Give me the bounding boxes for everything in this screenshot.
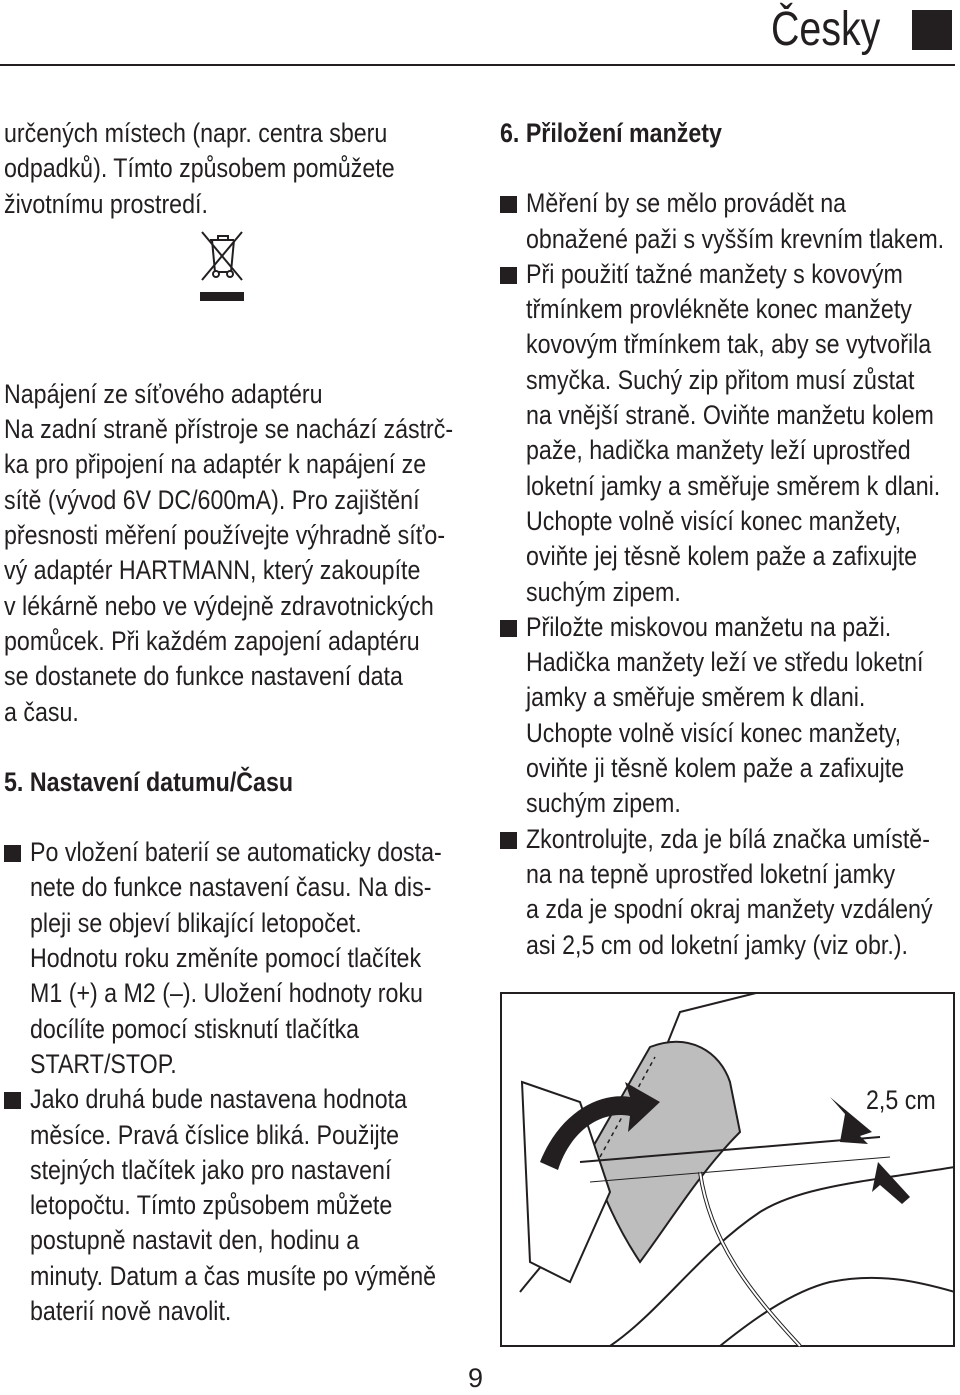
adapter-paragraph bbox=[4, 412, 464, 730]
text-line: suchým zipem. bbox=[526, 576, 681, 607]
text-line: kovovým třmínkem tak, aby se vytvořila bbox=[526, 329, 932, 360]
text-line: Měření by se mělo provádět na bbox=[526, 188, 847, 219]
text-line: na na tepně uprostřed loketní jamky bbox=[526, 858, 896, 889]
text-line: baterií nově navolit. bbox=[30, 1296, 232, 1327]
bullet-item bbox=[4, 835, 464, 1082]
text-line: Hodnotu roku změníte pomocí tlačítek bbox=[30, 943, 422, 974]
text-line: stejných tlačítek jako pro nastavení bbox=[30, 1154, 392, 1185]
section-6-heading: 6. Přiložení manžety bbox=[500, 118, 722, 148]
text-line: vý adaptér HARTMANN, který zakoupíte bbox=[4, 555, 421, 586]
text-line: postupně nastavit den, hodinu a bbox=[30, 1225, 360, 1256]
text-line: se dostanete do funkce nastavení data bbox=[4, 661, 403, 692]
bullet-item bbox=[4, 1082, 464, 1329]
bullet-item bbox=[500, 610, 955, 822]
text-line: Jako druhá bude nastavena hodnota bbox=[30, 1084, 407, 1115]
text-line: smyčka. Suchý zip přitom musí zůstat bbox=[526, 364, 915, 395]
bullet-square-icon bbox=[500, 267, 517, 284]
text-line: třmínkem provlékněte konec manžety bbox=[526, 294, 912, 325]
text-line: docílíte pomocí stisknutí tlačítka bbox=[30, 1013, 360, 1044]
text-line: a zda je spodní okraj manžety vzdálený bbox=[526, 894, 933, 925]
text-line: minuty. Datum a čas musíte po výměně bbox=[30, 1260, 437, 1291]
text-line: na vnější straně. Oviňte manžetu kolem bbox=[526, 400, 934, 431]
text-line: START/STOP. bbox=[30, 1048, 177, 1079]
text-line: životnímu prostredí. bbox=[4, 188, 208, 219]
text-line: měsíce. Pravá číslice bliká. Použijte bbox=[30, 1119, 400, 1150]
text-line: a času. bbox=[4, 696, 79, 727]
bullet-square-icon bbox=[500, 196, 517, 213]
cuff-placement-illustration bbox=[500, 992, 955, 1347]
right-column bbox=[500, 116, 955, 963]
bullet-item bbox=[500, 186, 955, 257]
page-language-title: Česky bbox=[770, 3, 880, 56]
text-line: letopočtu. Tímto způsobem můžete bbox=[30, 1190, 393, 1221]
text-line: pomůcek. Při každém zapojení adaptéru bbox=[4, 625, 420, 656]
text-line: Uchopte volně visící konec manžety, bbox=[526, 717, 902, 748]
text-line: nete do funkce nastavení času. Na dis- bbox=[30, 872, 432, 903]
bullet-item bbox=[500, 257, 955, 610]
section-5-heading: 5. Nastavení datumu/Času bbox=[4, 766, 294, 797]
text-line: Po vložení baterií se automaticky dosta- bbox=[30, 837, 442, 868]
text-line: loketní jamky a směřuje směrem k dlani. bbox=[526, 470, 941, 501]
text-line: odpadků). Tímto způsobem pomůžete bbox=[4, 153, 395, 184]
text-line: Při použití tažné manžety s kovovým bbox=[526, 258, 903, 289]
text-line: oviňte jej těsně kolem paže a zafixujte bbox=[526, 541, 918, 572]
text-line: určených místech (napr. centra sberu bbox=[4, 118, 388, 148]
text-line: jamky a směřuje směrem k dlani. bbox=[526, 682, 866, 713]
bullet-item bbox=[500, 822, 955, 963]
crossed-out-wheelie-bin-icon bbox=[198, 228, 246, 302]
bullet-square-icon bbox=[500, 620, 517, 637]
text-line: paže, hadička manžety leží uprostřed bbox=[526, 435, 911, 466]
bullet-square-icon bbox=[4, 1092, 21, 1109]
distance-label: 2,5 cm bbox=[866, 1085, 936, 1115]
text-line: ka pro připojení na adaptér k napájení ze bbox=[4, 449, 427, 480]
bullet-square-icon bbox=[500, 832, 517, 849]
text-line: Na zadní straně přístroje se nachází zástrč- bbox=[4, 414, 454, 445]
text-line: pleji se objeví blikající letopočet. bbox=[30, 907, 362, 938]
text-line: přesnosti měření používejte výhradně síťo- bbox=[4, 520, 446, 551]
text-line: M1 (+) a M2 (–). Uložení hodnoty roku bbox=[30, 978, 423, 1009]
text-line: oviňte ji těsně kolem paže a zafixujte bbox=[526, 753, 905, 784]
text-line: Přiložte miskovou manžetu na paži. bbox=[526, 611, 892, 642]
text-line: suchým zipem. bbox=[526, 788, 681, 819]
text-line: Zkontrolujte, zda je bílá značka umístě- bbox=[526, 823, 930, 854]
text-line: asi 2,5 cm od loketní jamky (viz obr.). bbox=[526, 929, 908, 960]
text-line: sítě (vývod 6V DC/600mA). Pro zajištění bbox=[4, 484, 420, 515]
text-line: v lékárně nebo ve výdejně zdravotnických bbox=[4, 590, 434, 621]
intro-paragraph bbox=[4, 116, 464, 222]
header-square-marker bbox=[912, 10, 952, 50]
header-rule bbox=[0, 64, 955, 66]
bullet-square-icon bbox=[4, 845, 21, 862]
adapter-heading: Napájení ze síťového adaptéru bbox=[4, 378, 323, 409]
page-number: 9 bbox=[468, 1363, 484, 1393]
text-line: Uchopte volně visící konec manžety, bbox=[526, 505, 902, 536]
text-line: Hadička manžety leží ve středu loketní bbox=[526, 647, 924, 678]
text-line: obnažené paži s vyšším krevním tlakem. bbox=[526, 223, 945, 254]
